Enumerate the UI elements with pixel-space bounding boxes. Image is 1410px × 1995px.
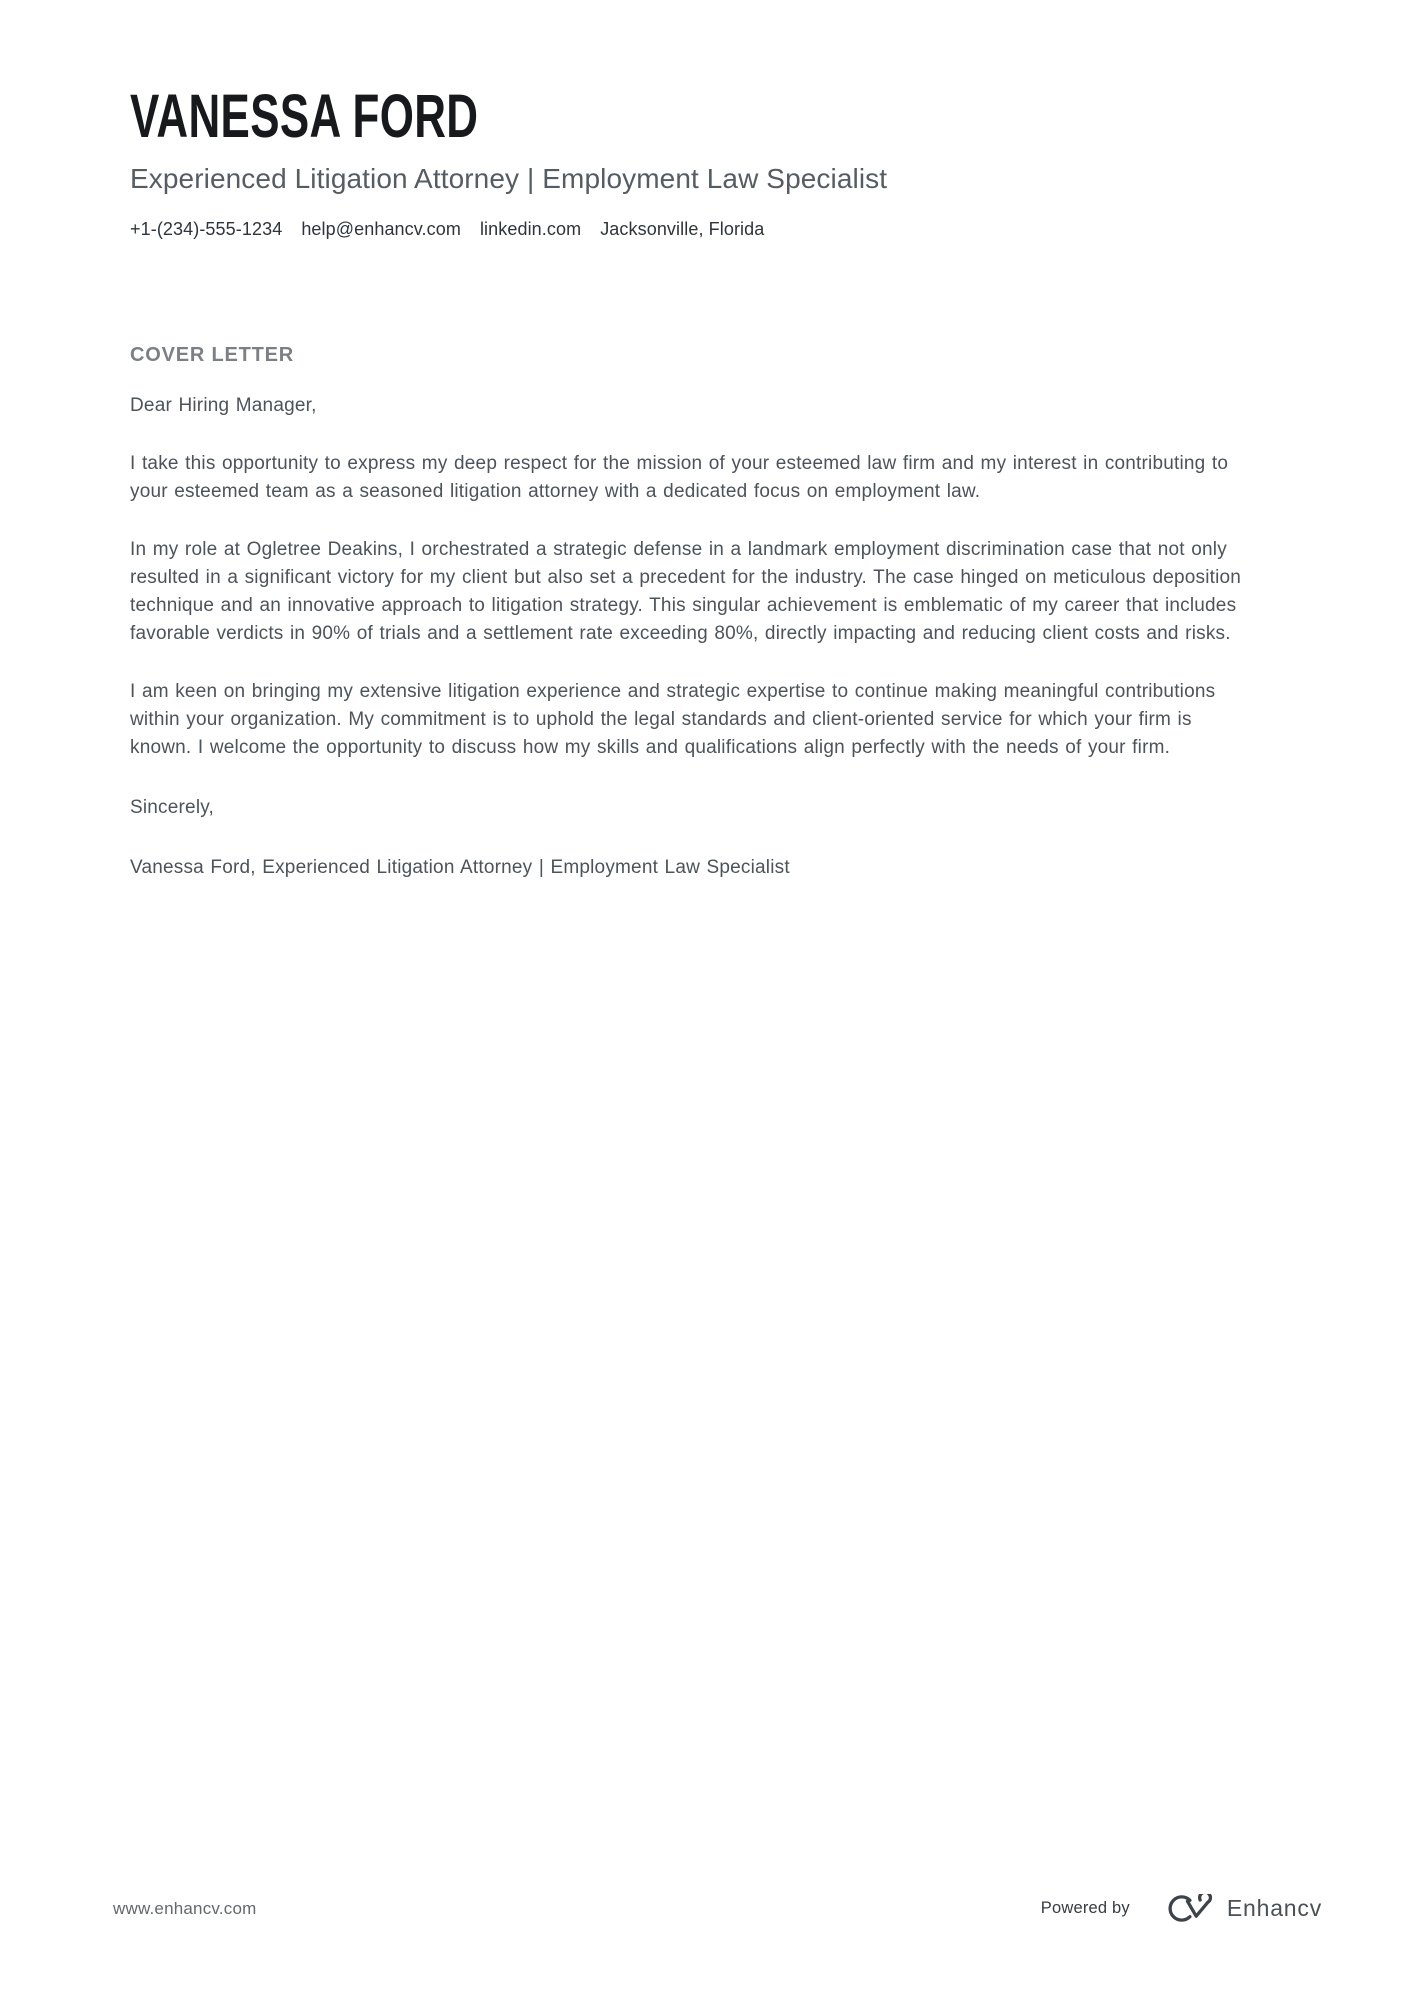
salutation: Dear Hiring Manager,: [130, 395, 317, 417]
phone-number: +1-(234)-555-1234: [130, 219, 283, 240]
section-label: COVER LETTER: [130, 344, 295, 367]
closing: Sincerely,: [130, 797, 215, 819]
letter-body: [130, 344, 1285, 882]
letter-paragraph-2: In my role at Ogletree Deakins, I orchestrated a strategic defense in a landmark employment discrimination case that not only resulted in a significant victory for my client but also set a precedent for the industry. The case hinged on meticulous deposition technique and an innovative approach to litigation strategy. This singular achievement is emblematic of my career that includes favorable verdicts in 90% of trials and a settlement rate exceeding 80%, directly impacting and reducing client costs and risks.: [130, 539, 1242, 645]
powered-by-group: [1041, 1894, 1322, 1923]
enhancv-wordmark: Enhancv: [1226, 1895, 1322, 1921]
enhancv-logo-icon: [1158, 1894, 1216, 1923]
candidate-headline: Experienced Litigation Attorney | Employment Law Specialist: [130, 163, 888, 195]
letter-paragraph-1: I take this opportunity to express my deep respect for the mission of your esteemed law firm and my interest in contributing to your esteemed team as a seasoned litigation attorney with a dedicated focus on employment law.: [130, 453, 1229, 503]
candidate-name: VANESSA FORD: [130, 82, 479, 150]
footer: [113, 1894, 1322, 1923]
location-text: Jacksonville, Florida: [600, 219, 765, 240]
linkedin-link[interactable]: linkedin.com: [479, 219, 582, 240]
contact-row: [130, 219, 1285, 240]
signature-line: Vanessa Ford, Experienced Litigation Attorney | Employment Law Specialist: [130, 857, 790, 879]
powered-by-label: Powered by: [1040, 1899, 1130, 1917]
email-link[interactable]: help@enhancv.com: [301, 219, 461, 240]
letter-paragraph-3: I am keen on bringing my extensive litigation experience and strategic expertise to continue making meaningful contributions within your organization. My commitment is to uphold the legal standards and client-oriented service for which your firm is known. I welcome the opportunity to discuss how my skills and qualifications align perfectly with the needs of your firm.: [130, 681, 1216, 759]
blank-space: [0, 882, 1410, 1894]
website-link[interactable]: www.enhancv.com: [113, 1898, 257, 1918]
header: [130, 82, 1285, 240]
